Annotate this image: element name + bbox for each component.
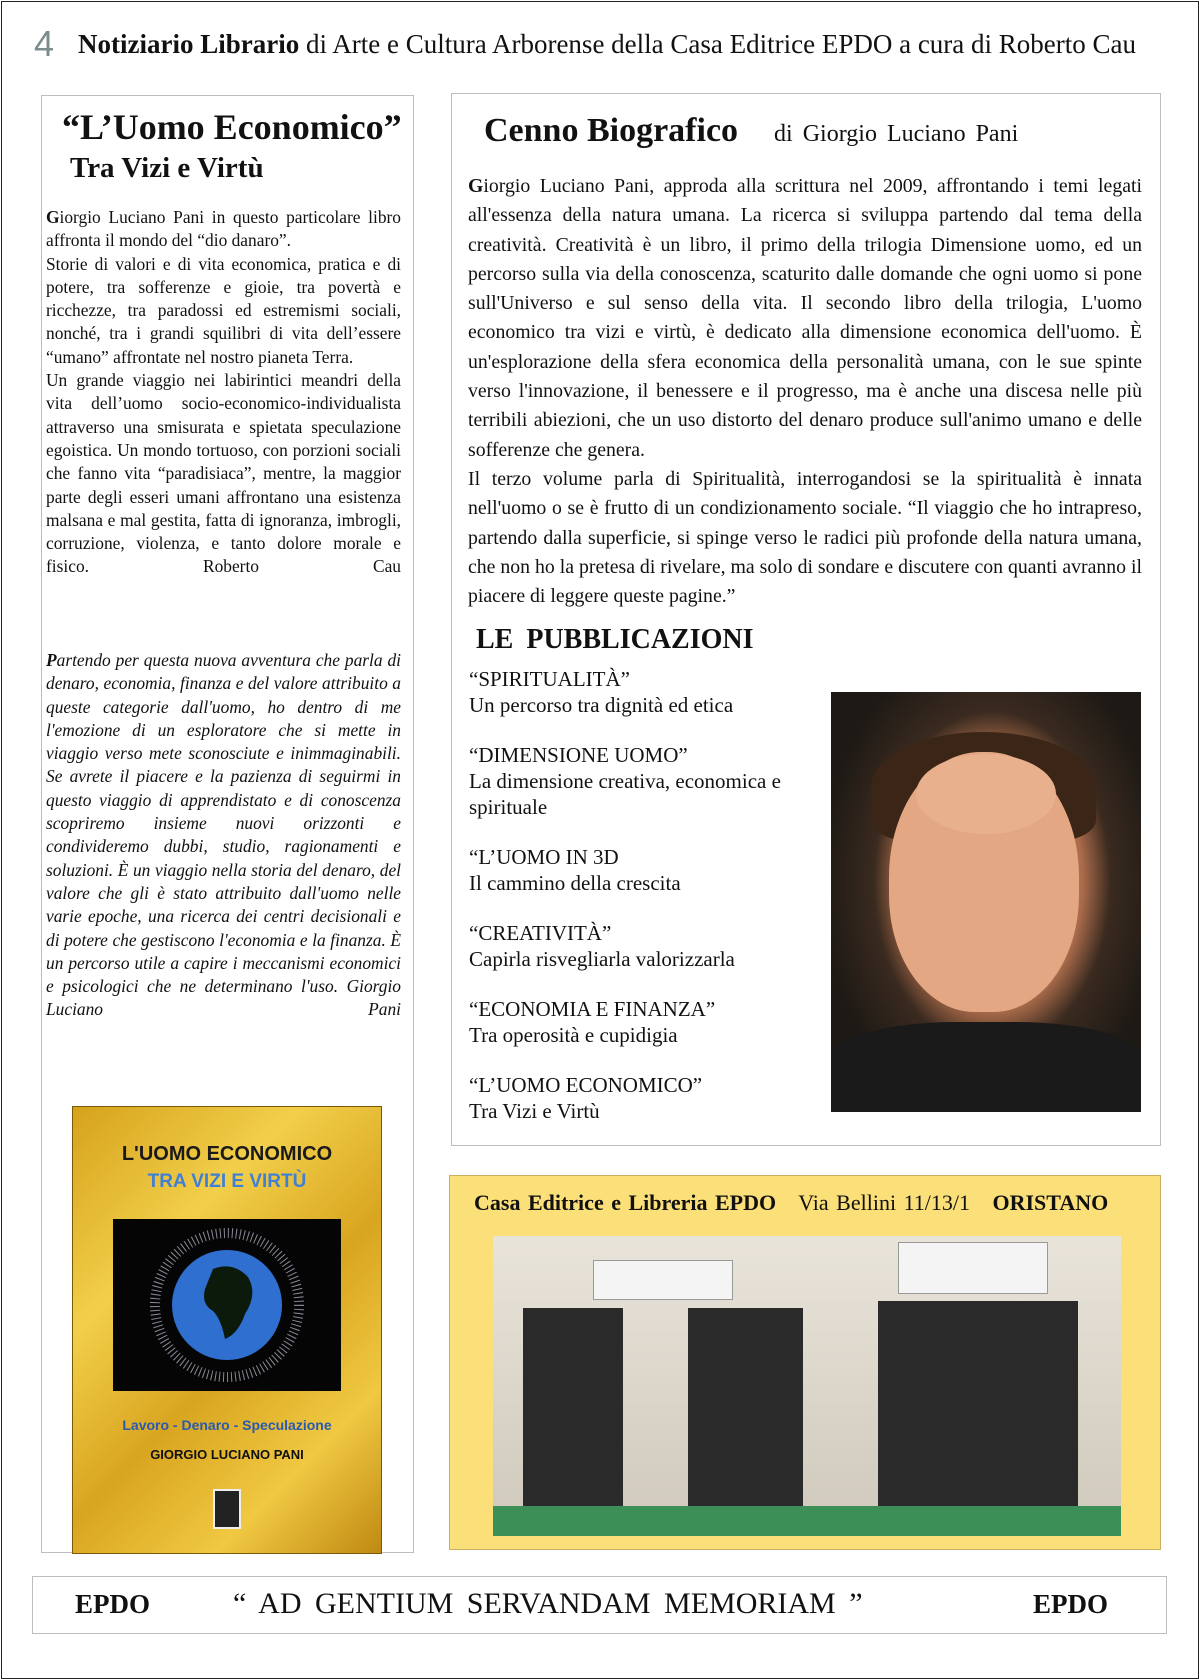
review-text-1: iorgio Luciano Pani in questo particolare libro affronta il mondo del “dio danaro”. [46, 207, 401, 251]
list-item [469, 666, 819, 718]
bio-text [468, 172, 1142, 611]
shop-window [688, 1308, 803, 1506]
bio-para-1: iorgio Luciano Pani, approda alla scrittura nel 2009, affrontando i temi legati all'essenza della natura umana. La ricerca si sviluppa partendo dal tema della creatività. Creatività è un libro, il primo della trilogia Dimensione uomo, ed un percorso sulla via della conoscenza, scaturito dalle domande che ogni uomo si pone sull'Universo e sul senso della vita. Il secondo libro della trilogia, L'uomo economico tra vizi e virtù, è dedicato alla dimensione economica dell'uomo. È un'esplorazione della sfera economica della personalità umana, con le sue spinte verso l'innovazione, il benessere e il progresso, ma è anche una discesa nelle più terribili abiezioni, che un uso distorto del denaro produce sull'animo umano e delle sofferenze che genera. [468, 175, 1142, 461]
review-text-2: Storie di valori e di vita economica, pratica e di potere, tra sofferenze e gioie, tra povertà e ricchezze, tra paradossi ed estremismi sociali, nonché, tra i grandi squilibri di vita dell’essere “umano” affrontate nel nostro pianeta Terra. [46, 253, 401, 367]
publication-title: “ECONOMIA E FINANZA” [469, 997, 716, 1021]
book-title: “L’Uomo Economico” [62, 107, 402, 147]
publication-title: “CREATIVITÀ” [469, 921, 612, 945]
review-text-3: Un grande viaggio nei labirintici meandri della vita dell’uomo socio-economico-individualista attraverso una smisurata e spietata speculazione egoistica. Un mondo tortuoso, con porzioni sociali che fanno vita “paradisiaca”, mentre, la maggior parte degli esseri umani affrontano una esistenza malsana e mal gestita, fatta di ignoranza, imbrogli, corruzione, violenza, e tanto dolore morale e fisico. [46, 370, 401, 577]
review-dropcap: G [46, 207, 60, 227]
bio-title: Cenno Biografico [484, 112, 739, 149]
portrait-shirt [831, 1022, 1141, 1112]
publications-heading: LE PUBBLICAZIONI [476, 624, 754, 655]
cover-globe-image [113, 1219, 341, 1391]
publication-title: “DIMENSIONE UOMO” [469, 743, 688, 767]
list-item [469, 844, 819, 896]
shop-sign [898, 1242, 1048, 1294]
globe-icon [113, 1219, 341, 1391]
header-title-rest: di Arte e Cultura Arborense della Casa Editrice EPDO a cura di Roberto Cau [299, 28, 1137, 59]
publication-subtitle: Tra Vizi e Virtù [469, 1099, 600, 1123]
quote-dropcap: P [46, 650, 57, 670]
cover-title: L'UOMO ECONOMICO [121, 1143, 333, 1165]
shop-sign [593, 1260, 733, 1300]
shop-address: Via Bellini 11/13/1 [798, 1190, 970, 1215]
footer-right-label: EPDO [1033, 1589, 1109, 1619]
page-number: 4 [34, 23, 55, 64]
cover-tagline: Lavoro - Denaro - Speculazione [122, 1417, 332, 1433]
quote-text: artendo per questa nuova avventura che parla di denaro, economia, finanza e del valore attribuito a queste categorie dall'uomo, ho dentro di me l'emozione di un esploratore che si mette in viaggio verso mete sconosciute e inimmaginabili. Se avrete il piacere e la pazienza di seguirmi in questo viaggio di apprendistato e di conoscenza scopriremo insieme nuovi orizzonti e condivideremo dubbi, studio, ragionamenti e soluzioni. È un viaggio nella storia del denaro, del valore che gli è stato attribuito dall'uomo nelle varie epoche, una ricerca dei centri decisionali e di potere che gestiscono l'economia e la finanza. È un percorso utile a capire i meccanismi economici e psicologici che ne determinano l'uso. [46, 650, 401, 997]
list-item [469, 996, 819, 1048]
review-signature: Roberto Cau [202, 556, 401, 577]
footer-motto: “ AD GENTIUM SERVANDAM MEMORIAM ” [233, 1587, 863, 1620]
shop-caption [474, 1190, 1108, 1216]
biography-section [451, 93, 1161, 1146]
publication-subtitle: La dimensione creativa, economica e spirituale [469, 769, 781, 819]
publication-title: “L’UOMO ECONOMICO” [469, 1073, 703, 1097]
bio-dropcap: G [468, 175, 484, 197]
quote-signature: Giorgio Luciano Pani [46, 976, 401, 1020]
book-subtitle: Tra Vizi e Virtù [70, 152, 264, 184]
footer-left-label: EPDO [75, 1589, 151, 1619]
shop-name: Casa Editrice e Libreria EPDO [474, 1190, 777, 1215]
cover-author: GIORGIO LUCIANO PANI [150, 1447, 304, 1462]
shop-window [878, 1301, 1078, 1506]
publication-title: “L’UOMO IN 3D [469, 845, 619, 869]
list-item [469, 742, 819, 820]
publisher-logo-icon [213, 1489, 241, 1529]
review-text [46, 206, 401, 579]
publication-title: “SPIRITUALITÀ” [469, 667, 630, 691]
shop-window [523, 1308, 623, 1506]
author-quote [46, 649, 401, 1022]
publications-list [469, 666, 819, 1148]
publication-subtitle: Un percorso tra dignità ed etica [469, 693, 734, 717]
shop-city: ORISTANO [992, 1190, 1109, 1215]
bookshop-section [449, 1175, 1161, 1550]
publication-subtitle: Tra operosità e cupidigia [469, 1023, 678, 1047]
bio-para-2: Il terzo volume parla di Spiritualità, interrogandosi se la spiritualità è innata nell'uomo o se è frutto di un condizionamento sociale. “Il viaggio che ho intrapreso, partendo dalla superficie, si spinge verso le radici più profonde della natura umana, che non ho la pretesa di rivelare, ma solo di sondare e discutere con quanti avranno il piacere di leggere queste pagine.” [468, 467, 1142, 608]
header-title-bold: Notiziario Librario [78, 28, 300, 59]
cover-subtitle: TRA VIZI E VIRTÙ [147, 1171, 307, 1192]
book-review-column [41, 95, 414, 1553]
list-item [469, 1072, 819, 1124]
portrait-forehead [916, 754, 1056, 834]
shop-floor [493, 1506, 1121, 1536]
list-item [469, 920, 819, 972]
author-portrait [831, 692, 1141, 1112]
publication-subtitle: Il cammino della crescita [469, 871, 681, 895]
shopfront-photo [493, 1236, 1121, 1536]
header-title [78, 29, 1136, 60]
publication-subtitle: Capirla risvegliarla valorizzarla [469, 947, 735, 971]
page-footer [32, 1576, 1167, 1634]
bio-heading [484, 112, 1018, 150]
bio-author: di Giorgio Luciano Pani [774, 121, 1019, 147]
page-header [34, 20, 1174, 68]
book-cover-image [72, 1106, 382, 1554]
